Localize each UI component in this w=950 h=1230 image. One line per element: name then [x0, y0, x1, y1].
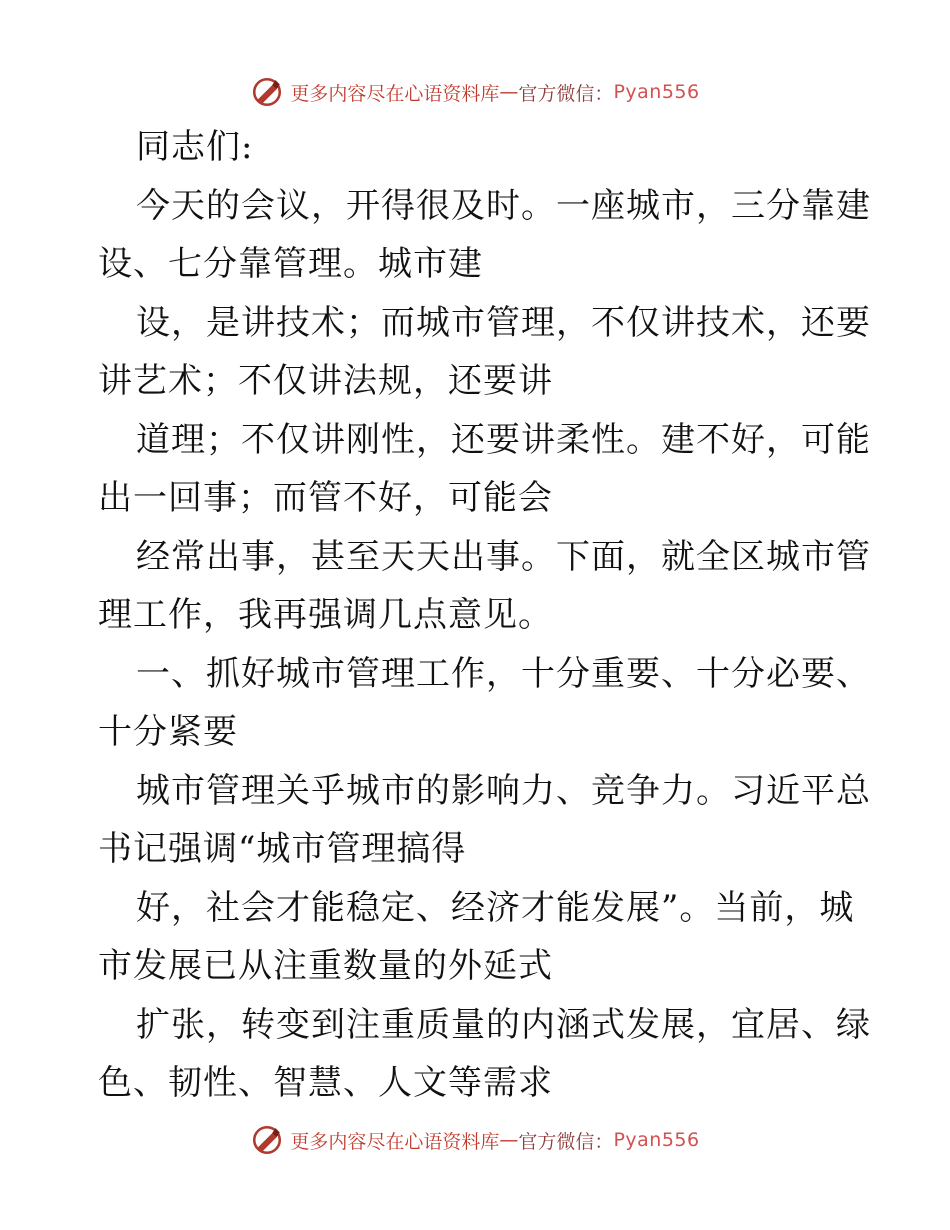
body-line: 出一回事；而管不好，可能会 — [98, 478, 553, 518]
watermark-site-text: 更多内容尽在心语资料库 — [290, 1130, 500, 1153]
watermark-separator: — — [499, 81, 519, 103]
watermark-wechat-id: Pyan556 — [613, 81, 700, 103]
watermark-site-text: 更多内容尽在心语资料库 — [290, 82, 500, 105]
body-line: 设、七分靠管理。城市建 — [98, 244, 483, 284]
body-line: 今天的会议，开得很及时。一座城市，三分靠建 — [136, 185, 871, 226]
body-line: 设，是讲技术；而城市管理，不仅讲技术，还要 — [136, 302, 871, 343]
body-line: 市发展已从注重数量的外延式 — [98, 946, 553, 986]
pen-logo-icon — [250, 75, 284, 109]
body-line: 色、韧性、智慧、人文等需求 — [98, 1063, 553, 1103]
body-line: 经常出事，甚至天天出事。下面，就全区城市管 — [136, 536, 871, 577]
section-heading: 一、抓好城市管理工作，十分重要、十分必要、 — [136, 653, 871, 694]
body-line: 城市管理关乎城市的影响力、竞争力。习近平总 — [136, 770, 871, 811]
body-line: 好，社会才能稳定、经济才能发展”。当前，城 — [136, 887, 855, 928]
section-heading-cont: 十分紧要 — [98, 712, 238, 752]
watermark-header — [0, 72, 950, 112]
watermark-footer — [0, 1120, 950, 1160]
watermark-wechat-id: Pyan556 — [613, 1129, 700, 1151]
watermark-wechat-label: 官方微信： — [518, 82, 614, 105]
pen-logo-icon — [250, 1123, 284, 1157]
body-line: 道理；不仅讲刚性，还要讲柔性。建不好，可能 — [136, 419, 871, 460]
watermark-wechat-label: 官方微信： — [518, 1130, 614, 1153]
document-body — [98, 118, 871, 1113]
watermark-separator: — — [499, 1129, 519, 1151]
body-line: 书记强调“城市管理搞得 — [98, 829, 467, 869]
body-line: 讲艺术；不仅讲法规，还要讲 — [98, 361, 553, 401]
body-line: 理工作，我再强调几点意见。 — [98, 595, 553, 635]
body-line: 同志们: — [136, 127, 254, 167]
body-line: 扩张，转变到注重质量的内涵式发展，宜居、绿 — [136, 1004, 871, 1045]
